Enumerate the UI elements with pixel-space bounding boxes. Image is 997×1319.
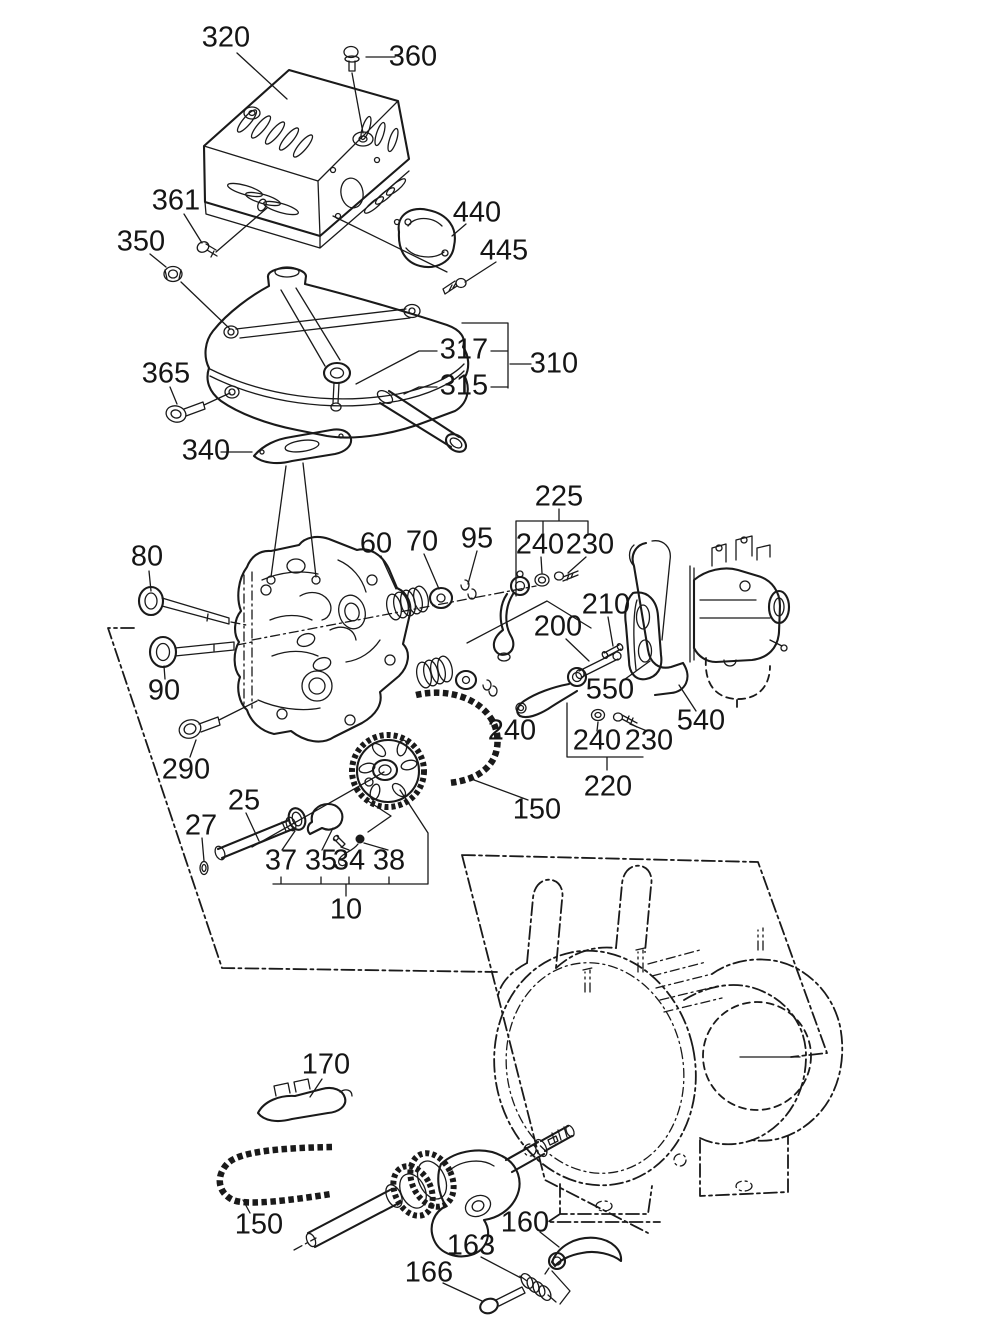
part-number-label: 240 — [572, 724, 622, 757]
chain-guide-170 — [258, 1079, 352, 1121]
part-number-label: 320 — [201, 21, 251, 54]
crankcase-illustration — [473, 866, 843, 1222]
timing-chain-150 — [220, 1147, 332, 1202]
part-number-label: 317 — [439, 333, 489, 366]
part-number-label: 540 — [676, 704, 726, 737]
crankcase-boundary — [462, 855, 827, 1233]
cam-sprocket-illustration — [252, 735, 424, 847]
rocker-arm-lower — [516, 668, 586, 717]
part-number-label: 95 — [460, 522, 494, 555]
rocker-screw-230 — [555, 571, 579, 581]
part-number-label: 163 — [446, 1229, 496, 1262]
fuel-tank-illustration — [206, 267, 469, 438]
part-number-label: 230 — [624, 724, 674, 757]
part-number-label: 170 — [301, 1048, 351, 1081]
muffler-nut-350 — [150, 254, 230, 329]
nut-240-lower — [592, 710, 605, 721]
muffler-cover-illustration — [204, 70, 409, 248]
tensioner-bolt-166 — [443, 1283, 525, 1316]
carburetor-illustration — [690, 536, 789, 708]
rocker-arm-upper — [494, 571, 529, 661]
part-number-label: 150 — [234, 1208, 284, 1241]
part-number-label: 290 — [161, 753, 211, 786]
part-number-label: 35 — [304, 844, 338, 877]
decomp-weight-35 — [308, 804, 343, 834]
part-number-label: 34 — [332, 844, 366, 877]
valve-keepers-95 — [461, 551, 477, 599]
heat-shield-540 — [630, 541, 697, 711]
callout-layer — [117, 22, 725, 1289]
part-number-label: 315 — [439, 369, 489, 402]
part-number-label: 210 — [581, 588, 631, 621]
o-ring-37 — [286, 806, 308, 832]
part-number-label: 360 — [388, 40, 438, 73]
part-number-label: 80 — [130, 540, 164, 573]
part-number-label: 240 — [487, 714, 537, 747]
valve-spring-2 — [414, 655, 454, 689]
part-number-label: 200 — [533, 610, 583, 643]
part-number-label: 350 — [116, 225, 166, 258]
part-number-label: 310 — [529, 347, 579, 380]
part-number-label: 445 — [479, 234, 529, 267]
rocker-nut-240 — [535, 574, 549, 586]
clip-27 — [200, 838, 208, 875]
part-number-label: 160 — [500, 1206, 550, 1239]
part-number-label: 27 — [184, 809, 218, 842]
part-number-label: 70 — [405, 525, 439, 558]
part-number-label: 550 — [585, 673, 635, 706]
tank-gasket-340 — [221, 429, 351, 577]
part-number-label: 361 — [151, 184, 201, 217]
muffler-bolt-360 — [344, 47, 395, 134]
part-number-label: 240 — [515, 528, 565, 561]
part-number-label: 340 — [181, 434, 231, 467]
bracket-10 — [273, 790, 428, 896]
part-number-label: 150 — [512, 793, 562, 826]
part-number-label: 90 — [147, 674, 181, 707]
spring-retainer-2 — [456, 671, 497, 696]
part-number-label: 225 — [534, 480, 584, 513]
part-number-label: 166 — [404, 1256, 454, 1289]
cylinder-head-illustration — [235, 537, 411, 742]
part-number-label: 10 — [329, 893, 363, 926]
tank-outlet-317 — [324, 363, 350, 411]
part-number-label: 220 — [583, 770, 633, 803]
part-number-label: 38 — [372, 844, 406, 877]
part-number-label: 230 — [565, 528, 615, 561]
tank-bolt-365 — [164, 387, 230, 424]
part-number-label: 60 — [359, 527, 393, 560]
part-number-label: 37 — [264, 844, 298, 877]
part-number-label: 365 — [141, 357, 191, 390]
timing-chain-240 — [416, 693, 498, 783]
part-number-label: 25 — [227, 784, 261, 817]
chain-tensioner-160 — [540, 1232, 621, 1274]
intake-valve-80 — [139, 571, 246, 625]
part-number-label: 440 — [452, 196, 502, 229]
label-leader-lines — [237, 53, 287, 99]
